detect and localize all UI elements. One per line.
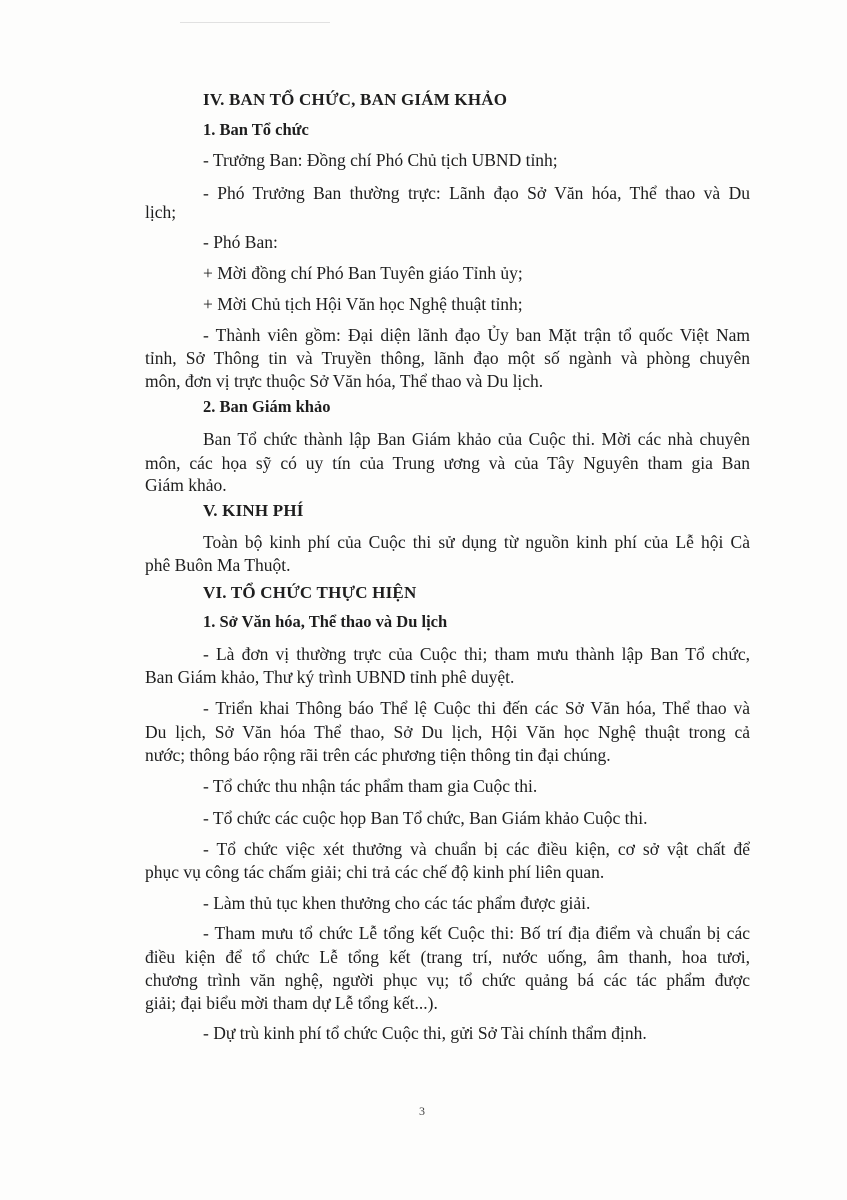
section-vi-title: VI. TỔ CHỨC THỰC HIỆN (203, 583, 417, 602)
paragraph-line: - Dự trù kinh phí tổ chức Cuộc thi, gửi Sở Tài chính thẩm định. (203, 1023, 647, 1043)
page-number: 3 (419, 1104, 425, 1118)
paragraph-line: nước; thông báo rộng rãi trên các phương tiện thông tin đại chúng. (145, 745, 611, 765)
paragraph-line: lịch; (145, 202, 177, 222)
scan-mark (180, 22, 330, 23)
paragraph-line: + Mời đồng chí Phó Ban Tuyên giáo Tỉnh ủy; (203, 263, 523, 283)
section-iv-sub2-heading: 2. Ban Giám khảo (203, 397, 331, 416)
paragraph-line: - Làm thủ tục khen thưởng cho các tác phẩm được giải. (203, 893, 591, 913)
paragraph-line: Ban Tổ chức thành lập Ban Giám khảo của Cuộc thi. Mời các nhà chuyên (203, 429, 750, 449)
paragraph-line: giải; đại biểu mời tham dự Lễ tổng kết...). (145, 993, 438, 1013)
paragraph-line: môn, đơn vị trực thuộc Sở Văn hóa, Thể thao và Du lịch. (145, 371, 544, 391)
paragraph-line: - Triển khai Thông báo Thể lệ Cuộc thi đến các Sở Văn hóa, Thể thao và (203, 698, 750, 718)
paragraph-line: - Phó Ban: (203, 232, 278, 252)
section-vi-sub1-heading: 1. Sở Văn hóa, Thể thao và Du lịch (203, 612, 448, 631)
paragraph-line: - Thành viên gồm: Đại diện lãnh đạo Ủy ban Mặt trận tổ quốc Việt Nam (203, 325, 750, 345)
paragraph-line: - Tổ chức thu nhận tác phẩm tham gia Cuộc thi. (203, 776, 538, 796)
paragraph-line: Ban Giám khảo, Thư ký trình UBND tỉnh phê duyệt. (145, 667, 515, 687)
paragraph-line: điều kiện để tổ chức Lễ tổng kết (trang trí, nước uống, âm thanh, hoa tươi, (145, 947, 750, 967)
paragraph-line: chương trình văn nghệ, người phục vụ; tổ chức quảng bá các tác phẩm được (145, 970, 750, 990)
section-iv-title: IV. BAN TỔ CHỨC, BAN GIÁM KHẢO (203, 90, 508, 109)
paragraph-line: Toàn bộ kinh phí của Cuộc thi sử dụng từ nguồn kinh phí của Lễ hội Cà (203, 532, 750, 552)
section-iv-sub1-heading: 1. Ban Tổ chức (203, 120, 309, 139)
paragraph-line: - Là đơn vị thường trực của Cuộc thi; tham mưu thành lập Ban Tổ chức, (203, 644, 750, 664)
paragraph-line: - Phó Trưởng Ban thường trực: Lãnh đạo Sở Văn hóa, Thể thao và Du (203, 183, 750, 203)
paragraph-line: tỉnh, Sở Thông tin và Truyền thông, lãnh đạo một số ngành và phòng chuyên (145, 348, 750, 368)
paragraph-line: phê Buôn Ma Thuột. (145, 555, 291, 575)
paragraph-line: + Mời Chủ tịch Hội Văn học Nghệ thuật tỉnh; (203, 294, 523, 314)
section-v-title: V. KINH PHÍ (203, 501, 304, 520)
paragraph-line: - Tổ chức các cuộc họp Ban Tổ chức, Ban Giám khảo Cuộc thi. (203, 808, 648, 828)
paragraph-line: - Trưởng Ban: Đồng chí Phó Chủ tịch UBND tỉnh; (203, 150, 558, 170)
paragraph-line: Giám khảo. (145, 475, 227, 495)
paragraph-line: môn, các họa sỹ có uy tín của Trung ương và của Tây Nguyên tham gia Ban (145, 453, 750, 473)
paragraph-line: phục vụ công tác chấm giải; chi trả các chế độ kinh phí liên quan. (145, 862, 605, 882)
paragraph-line: - Tổ chức việc xét thưởng và chuẩn bị các điều kiện, cơ sở vật chất để (203, 839, 750, 859)
paragraph-line: Du lịch, Sở Văn hóa Thể thao, Sở Du lịch, Hội Văn học Nghệ thuật trong cả (145, 722, 750, 742)
paragraph-line: - Tham mưu tổ chức Lễ tổng kết Cuộc thi: Bố trí địa điểm và chuẩn bị các (203, 923, 750, 943)
